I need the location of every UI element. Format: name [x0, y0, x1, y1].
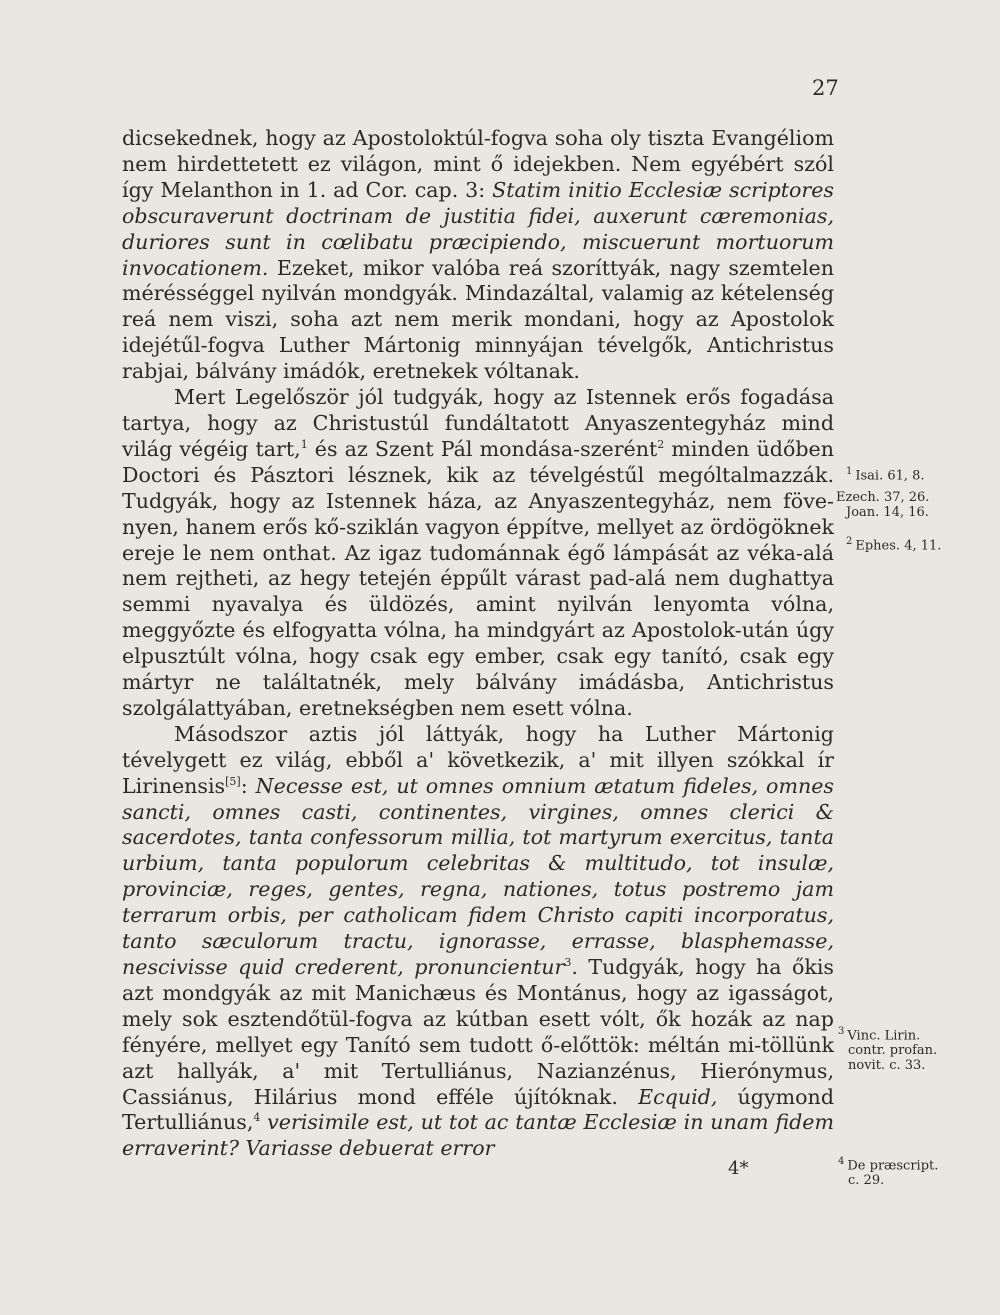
text-run: :	[240, 773, 256, 798]
marginal-note-line	[838, 1058, 937, 1073]
marginal-note-text: Joan. 14, 16.	[846, 505, 929, 520]
text-run: . Tudgyák, hogy ha őkis azt mondgyák az mit Manichæus és Montánus, hogy az igasságot, mely sok esztendőtül-fogva az kútban esett vólt, ők hozák az nap fényére, mellyet egy Tanító sem tudott ő-előttök: méltán mi-töllünk azt hallyák, a' mit Tertulliánus, Nazianzénus, Hierónymus, Cassiánus, Hilárius mond efféle újítóknak.	[122, 955, 834, 1109]
footnote-ref: 3	[564, 956, 572, 970]
marginal-note-text: Isai. 61, 8.	[855, 468, 925, 484]
paragraph	[122, 385, 834, 722]
text-run: és az Szent Pál mondása-szerént	[307, 436, 658, 461]
text-run: dicsekednek, hogy az Apostoloktúl-fogva soha oly tiszta Evangéliom nem hirdettetett ez világon, mint ő idejekben. Nem egyébért szól így Melanthon in 1. ad Cor. cap. 3:	[122, 126, 834, 202]
paragraph	[122, 722, 834, 1162]
marginal-note	[838, 1154, 938, 1188]
page-number: 27	[812, 76, 839, 100]
marginal-note-text: Vinc. Lirin.	[847, 1028, 921, 1044]
latin-quote: Statim initio Ecclesiæ scriptores obscuraverunt doctrinam de justitia fidei, auxerunt cæremonias, duriores sunt in cœlibatu præcipiendo, miscuerunt mortuorum invocationem.	[122, 177, 835, 280]
latin-quote: Necesse est, ut omnes omnium ætatum fideles, omnes sancti, omnes casti, continentes, virgines, omnes clerici & sacerdotes, tanta confessorum millia, tot martyrum exercitus, tanta urbium, tanta populorum celebritas & multitudo, tot insulæ, provinciæ, reges, gentes, regna, nationes, totus postremo jam terrarum orbis, per catholicam fidem Christo capiti incorporatus, tanto sæculorum tractu, ignorasse, errasse, blasphemasse, nescivisse quid crederent, pronuncientur	[122, 773, 834, 979]
text-run: minden üdőben Doctori és Pásztori lésznek, kik az tévelgéstűl mególtalmazzák. Tudgyák, hogy az Istennek háza, az Anyaszentegyház, nem föve-nyen, hanem erős kő-sziklán vagyon éppítve, mellyet az ördögöknek ereje le nem onthat. Az igaz tudománnak égő lámpását az véka-alá nem rejtheti, az hegy tetején éppűlt várast pad-alá nem dughattya semmi nyavalya és üldözés, amint nyilván lenyomta vólna, meggyőzte és elfogyatta vólna, ha mindgyárt az Apostolok-után úgy elpusztúlt vólna, hogy csak egy ember, csak egy tanító, csak egy mártyr ne találtatnék, mely bálvány imádásba, Antichristus szolgálattyában, eretnekségben nem esett vólna.	[122, 436, 834, 720]
marginal-note-line	[838, 1024, 937, 1043]
marginal-note-line	[838, 1043, 937, 1058]
marginal-note-line	[836, 505, 929, 520]
latin-quote: Ecquid,	[638, 1084, 718, 1109]
footnote-ref: [5]	[225, 774, 241, 788]
marginal-note-number: 4	[838, 1156, 845, 1167]
marginal-note-line	[846, 464, 925, 483]
footnote-ref: 4	[253, 1111, 261, 1125]
marginal-note-number: 3	[838, 1026, 845, 1037]
marginal-note-line	[846, 534, 941, 553]
footnote-ref: 2	[657, 438, 665, 452]
paragraph	[122, 126, 834, 385]
marginal-note-text: Ephes. 4, 11.	[855, 538, 942, 554]
marginal-note-text: De præscript.	[847, 1158, 939, 1174]
text-run: Másodszor aztis jól láttyák, hogy ha Luther Mártonig tévelygett ez világ, ebből a' következik, a' mit illyen szókkal ír Lirinensis	[122, 721, 834, 798]
marginal-note-text: contr. profan.	[848, 1043, 938, 1059]
marginal-note-line	[836, 490, 929, 505]
marginal-note-line	[838, 1173, 938, 1188]
body-text	[122, 126, 834, 1162]
marginal-note	[836, 490, 929, 520]
marginal-note-text: Ezech. 37, 26.	[836, 490, 930, 505]
text-run: Mert Legelőször jól tudgyák, hogy az Istennek erős fogadása tartya, hogy az Christustúl fundáltatott Anyaszentegyház mind világ végéig tart,	[122, 385, 834, 461]
footnote-ref: 1	[300, 438, 308, 452]
marginal-note-number: 1	[846, 466, 853, 477]
text-run: úgymond Tertulliánus,	[122, 1084, 834, 1135]
latin-quote: verisimile est, ut tot ac tantæ Ecclesiæ in unam fidem erraverint? Variasse debuerat error	[122, 1110, 834, 1161]
signature-mark: 4*	[728, 1158, 749, 1179]
marginal-note-number: 2	[846, 536, 853, 547]
marginal-note-line	[838, 1154, 938, 1173]
marginal-note	[846, 464, 925, 483]
text-run: Ezeket, mikor valóba reá szoríttyák, nagy szemtelen mérésséggel nyilván mondgyák. Mindazáltal, valamig az kételenség reá nem viszi, soha azt nem merik mondani, hogy az Apostolok idejétűl-fogva Luther Mártonig minnyájan tévelgők, Antichristus rabjai, bálvány imádók, eretnekek vóltanak.	[122, 255, 834, 384]
marginal-note	[838, 1024, 937, 1073]
marginal-note	[846, 534, 941, 553]
marginal-note-text: novit. c. 33.	[848, 1058, 926, 1074]
marginal-note-text: c. 29.	[848, 1173, 885, 1189]
